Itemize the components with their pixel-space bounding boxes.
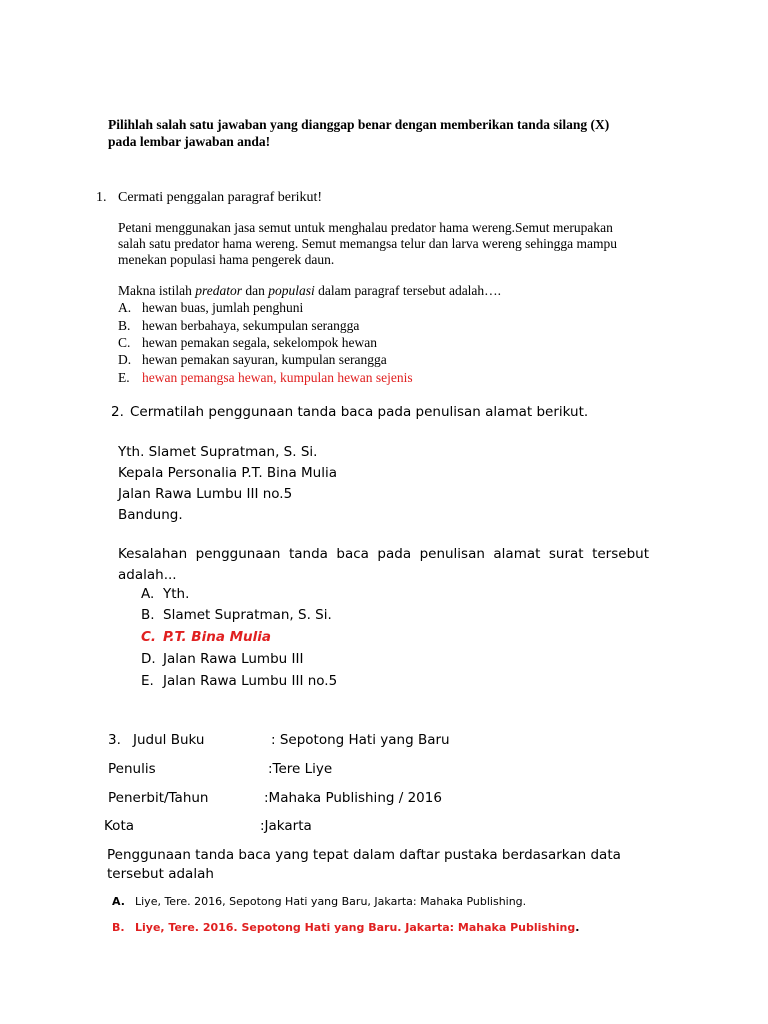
- q2-question-line-2: adalah...: [118, 567, 177, 583]
- q1-question-pre: Makna istilah: [118, 283, 196, 298]
- q2-option-a-letter: A.: [141, 586, 155, 602]
- q1-option-c-letter: C.: [118, 335, 131, 350]
- q2-number: 2.: [111, 404, 124, 420]
- q3-label-judul-buku: Judul Buku: [133, 732, 205, 748]
- q1-option-e-correct: hewan pemangsa hewan, kumpulan hewan sejenis: [142, 370, 413, 385]
- q3-option-a-letter: A.: [112, 895, 125, 908]
- q3-value-penerbit-tahun: :Mahaka Publishing / 2016: [264, 790, 442, 806]
- q2-option-b-letter: B.: [141, 607, 155, 623]
- q3-option-b-period: .: [575, 921, 580, 934]
- q2-address-line-3: Jalan Rawa Lumbu III no.5: [118, 486, 293, 502]
- instructions-line-2: pada lembar jawaban anda!: [108, 134, 271, 149]
- q1-option-d: hewan pemakan sayuran, kumpulan serangga: [142, 352, 387, 367]
- q3-label-kota: Kota: [104, 818, 135, 834]
- q1-paragraph-line-2: salah satu predator hama wereng. Semut memangsa telur dan larva wereng sehingga mampu: [118, 236, 617, 251]
- q2-address-line-1: Yth. Slamet Supratman, S. Si.: [118, 444, 318, 460]
- q1-option-a: hewan buas, jumlah penghuni: [142, 300, 304, 315]
- q1-paragraph-line-1: Petani menggunakan jasa semut untuk menghalau predator hama wereng.Semut merupakan: [118, 220, 613, 235]
- q1-option-b-letter: B.: [118, 318, 131, 333]
- q3-option-b-correct: [135, 921, 579, 934]
- q3-value-judul-buku: : Sepotong Hati yang Baru: [271, 732, 450, 748]
- q2-prompt: Cermatilah penggunaan tanda baca pada penulisan alamat berikut.: [130, 404, 589, 420]
- q3-question-line-2: tersebut adalah: [107, 866, 214, 882]
- q2-question-line-1: Kesalahan penggunaan tanda baca pada penulisan alamat surat tersebut: [118, 546, 649, 562]
- q3-option-b-text: Liye, Tere. 2016. Sepotong Hati yang Baru. Jakarta: Mahaka Publishing: [135, 921, 576, 934]
- q2-option-b: Slamet Supratman, S. Si.: [163, 607, 332, 623]
- q1-term-predator: predator: [195, 283, 242, 298]
- q3-label-penerbit-tahun: Penerbit/Tahun: [108, 790, 209, 806]
- q2-address-line-2: Kepala Personalia P.T. Bina Mulia: [118, 465, 338, 481]
- q2-address-line-4: Bandung.: [118, 507, 183, 523]
- q1-question: [118, 283, 501, 299]
- q2-option-c-letter: C.: [141, 629, 157, 645]
- q3-value-kota: :Jakarta: [260, 818, 312, 834]
- q3-question-line-1: Penggunaan tanda baca yang tepat dalam daftar pustaka berdasarkan data: [107, 847, 621, 863]
- q3-label-penulis: Penulis: [108, 761, 156, 777]
- q1-question-mid: dan: [242, 283, 269, 298]
- q2-option-e: Jalan Rawa Lumbu III no.5: [163, 673, 338, 689]
- q1-option-c: hewan pemakan segala, sekelompok hewan: [142, 335, 378, 350]
- q3-option-b-letter: B.: [112, 921, 125, 934]
- q2-option-d: Jalan Rawa Lumbu III: [163, 651, 304, 667]
- q2-option-d-letter: D.: [141, 651, 156, 667]
- q1-prompt: Cermati penggalan paragraf berikut!: [118, 190, 323, 205]
- q1-option-d-letter: D.: [118, 352, 132, 367]
- q1-paragraph-line-3: menekan populasi hama pengerek daun.: [118, 252, 335, 267]
- q1-number: 1.: [96, 190, 107, 205]
- instructions-line-1: Pilihlah salah satu jawaban yang dianggap benar dengan memberikan tanda silang (X): [108, 117, 610, 132]
- q1-term-populasi: populasi: [268, 283, 315, 298]
- q2-option-c-correct: P.T. Bina Mulia: [163, 629, 272, 645]
- q1-question-post: dalam paragraf tersebut adalah….: [314, 283, 502, 298]
- q1-option-e-letter: E.: [118, 370, 130, 385]
- q1-option-b: hewan berbahaya, sekumpulan serangga: [142, 318, 360, 333]
- q3-option-a: Liye, Tere. 2016, Sepotong Hati yang Baru, Jakarta: Mahaka Publishing.: [135, 895, 527, 908]
- q1-option-a-letter: A.: [118, 300, 132, 315]
- q2-option-e-letter: E.: [141, 673, 154, 689]
- q3-value-penulis: :Tere Liye: [268, 761, 333, 777]
- q2-option-a: Yth.: [163, 586, 190, 602]
- q3-number: 3.: [108, 732, 121, 748]
